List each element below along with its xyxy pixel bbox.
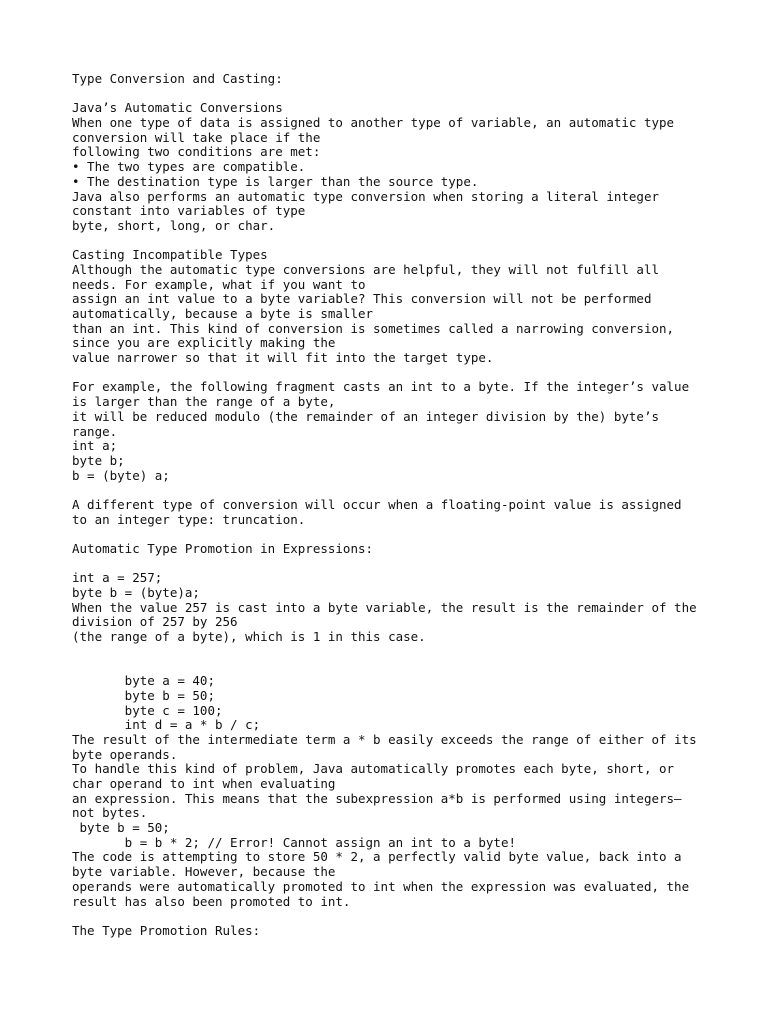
text-line: byte variable. However, because the [72,864,336,880]
text-line: operands were automatically promoted to int when the expression was evaluated, the [72,878,690,894]
text-line: than an int. This kind of conversion is sometimes called a narrowing conversion, [72,320,675,336]
text-line: A different type of conversion will occur when a floating-point value is assigned [72,496,682,512]
text-line: assign an int value to a byte variable? This conversion will not be performed [72,291,652,307]
text-line: To handle this kind of problem, Java automatically promotes each byte, short, or [72,761,675,777]
text-line: since you are explicitly making the [72,335,336,351]
blank-line [72,557,712,572]
blank-line [72,527,712,542]
text-line: constant into variables of type [72,203,306,219]
text-line: int d = a * b / c; [72,717,261,733]
text-line: • The two types are compatible. [72,159,306,175]
text-line: Although the automatic type conversions are helpful, they will not fulfill all [72,261,659,277]
document-text [72,72,712,939]
text-line: Casting Incompatible Types [72,247,268,263]
text-line: The code is attempting to store 50 * 2, a perfectly valid byte value, back into a [72,849,682,865]
text-line: For example, the following fragment casts an int to a byte. If the integer’s value [72,379,690,395]
text-line: byte b = 50; [72,687,215,703]
blank-line [72,234,712,249]
text-line: Automatic Type Promotion in Expressions: [72,541,374,556]
text-line: automatically, because a byte is smaller [72,306,374,321]
blank-line [72,366,712,381]
text-line: range. [72,423,118,439]
text-line: byte a = 40; [72,673,215,689]
text-line: conversion will take place if the [72,129,321,145]
text-line: int a = 257; [72,570,163,586]
text-line: following two conditions are met: [72,144,321,160]
text-line: char operand to int when evaluating [72,776,336,791]
text-line: byte b; [72,452,125,468]
blank-line [72,87,712,102]
text-line: needs. For example, what if you want to [72,276,366,292]
blank-line [72,909,712,924]
text-line: When one type of data is assigned to another type of variable, an automatic type [72,115,675,131]
text-line: Java also performs an automatic type conversion when storing a literal integer [72,188,659,204]
text-line: byte c = 100; [72,702,223,718]
text-line: When the value 257 is cast into a byte variable, the result is the remainder of the [72,599,697,615]
text-line: int a; [72,438,118,454]
text-line: b = b * 2; // Error! Cannot assign an int to a byte! [72,834,517,850]
text-line: (the range of a byte), which is 1 in this case. [72,629,426,645]
blank-line [72,483,712,498]
text-line: byte, short, long, or char. [72,217,276,233]
text-line: it will be reduced modulo (the remainder of an integer division by the) byte’s [72,408,659,424]
text-line: division of 257 by 256 [72,614,238,630]
text-line: is larger than the range of a byte, [72,394,336,410]
text-line: result has also been promoted to int. [72,893,351,909]
blank-line [72,660,712,675]
text-line: not bytes. [72,805,148,821]
text-line: The Type Promotion Rules: [72,922,261,938]
text-line: byte operands. [72,746,178,762]
text-line: byte b = 50; [72,820,170,836]
text-line: value narrower so that it will fit into the target type. [72,350,494,366]
text-line: Type Conversion and Casting: [72,71,283,86]
text-line: The result of the intermediate term a * b easily exceeds the range of either of its [72,731,697,747]
text-line: b = (byte) a; [72,467,170,483]
blank-line [72,645,712,660]
text-line: an expression. This means that the subexpression a*b is performed using integers— [72,790,682,806]
text-line: Java’s Automatic Conversions [72,100,283,116]
text-line: • The destination type is larger than the source type. [72,173,479,189]
text-line: byte b = (byte)a; [72,585,200,601]
text-line: to an integer type: truncation. [72,511,306,527]
